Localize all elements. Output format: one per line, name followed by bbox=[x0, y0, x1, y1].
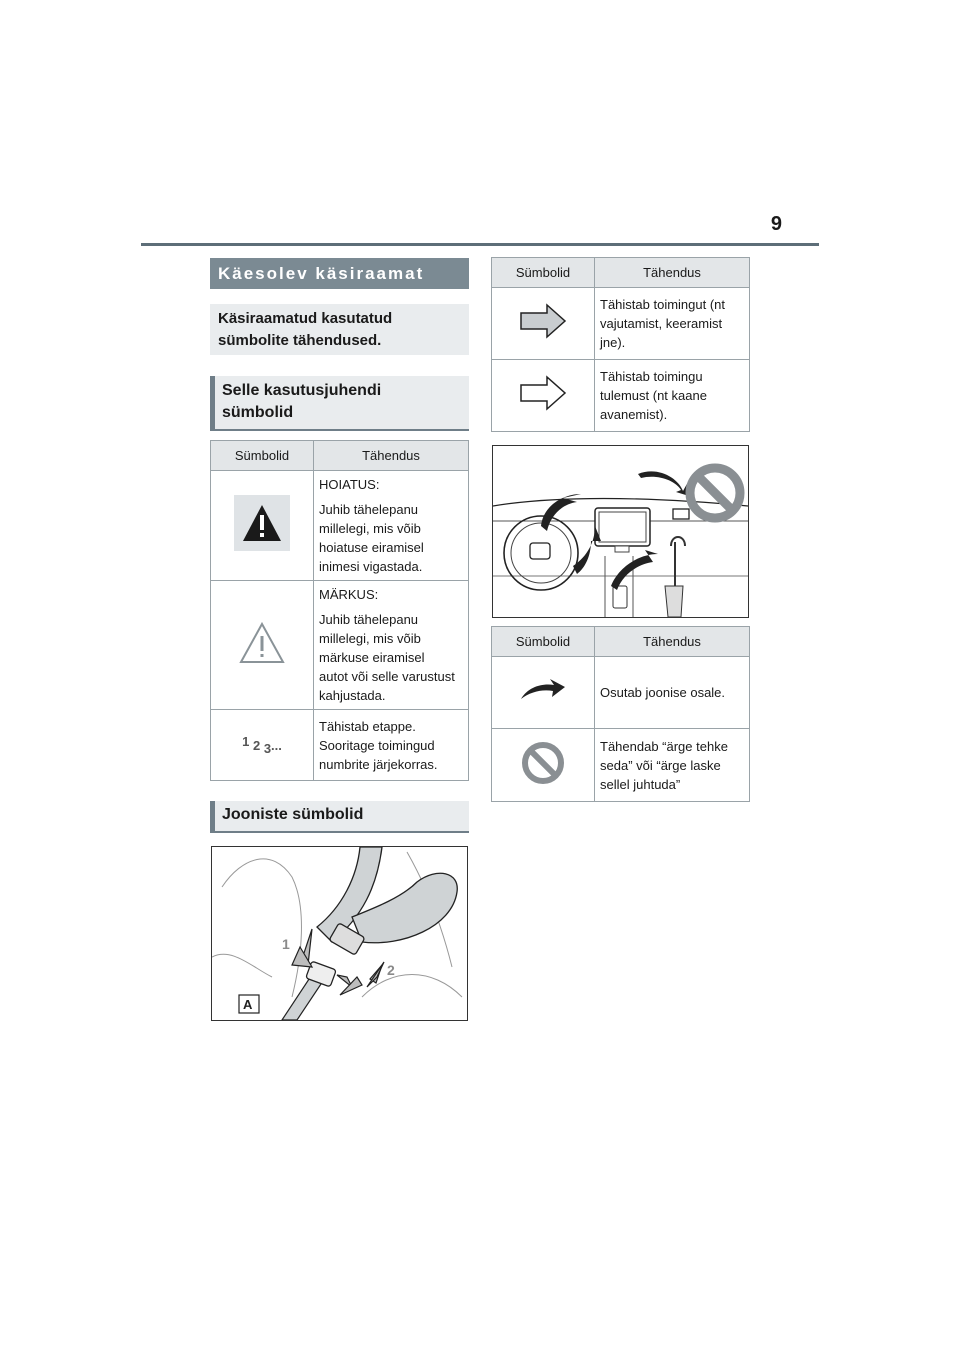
section-heading-line2: sümbolid bbox=[222, 404, 294, 421]
notice-description bbox=[319, 610, 463, 705]
seatbelt-illustration bbox=[211, 846, 468, 1021]
warning-title: HOIATUS: bbox=[319, 477, 380, 492]
table-row bbox=[492, 288, 750, 360]
text-line: numbrite järjekorras. bbox=[319, 756, 438, 772]
manual-symbols-table bbox=[210, 440, 469, 781]
text-line: millelegi, mis võib bbox=[319, 521, 421, 536]
step-label-2: 2 bbox=[387, 962, 395, 978]
action-description bbox=[600, 295, 744, 352]
notice-outline-icon bbox=[237, 620, 287, 666]
warning-description bbox=[319, 500, 463, 576]
col-symbol-header: Sümbolid bbox=[492, 627, 595, 657]
result-arrow-icon bbox=[519, 375, 567, 411]
notice-title: MÄRKUS: bbox=[319, 587, 379, 602]
col-meaning-header: Tähendus bbox=[595, 627, 750, 657]
prohibited-icon bbox=[520, 740, 566, 786]
steps-description bbox=[319, 717, 463, 774]
text-line: Tähistab etappe. bbox=[319, 718, 416, 734]
step-number: 1 bbox=[242, 733, 250, 749]
result-description bbox=[600, 367, 744, 424]
col-symbol-header: Sümbolid bbox=[211, 441, 314, 471]
section-heading-manual-symbols bbox=[210, 376, 469, 431]
pointer-symbols-table bbox=[491, 626, 750, 802]
table-row bbox=[211, 710, 469, 781]
text-line: kahjustada. bbox=[319, 688, 386, 703]
text-line: Juhib tähelepanu bbox=[319, 502, 419, 517]
text-line: hoiatuse eiramisel bbox=[319, 540, 424, 555]
table-row bbox=[492, 657, 750, 729]
text-line: Tähistab toimingut (nt bbox=[600, 297, 726, 312]
text-line: Osutab joonise osale. bbox=[600, 685, 726, 700]
text-line: Tähistab toimingu bbox=[600, 369, 703, 384]
pointer-description bbox=[600, 683, 744, 702]
section-heading-line1: Selle kasutusjuhendi bbox=[222, 382, 382, 399]
page-number: 9 bbox=[770, 213, 782, 235]
step-number: 3 bbox=[263, 740, 272, 756]
step-label-1: 1 bbox=[282, 936, 290, 952]
seatbelt-drawing bbox=[212, 847, 467, 1020]
table-row bbox=[492, 360, 750, 432]
section-heading-drawing-symbols: Jooniste sümbolid bbox=[210, 801, 469, 833]
page-title: Käesolev käsiraamat bbox=[210, 258, 469, 289]
page-subtitle: Käsiraamatud kasutatud sümbolite tähendused. bbox=[210, 304, 469, 355]
action-symbols-table bbox=[491, 257, 750, 432]
text-line: millelegi, mis võib bbox=[319, 631, 421, 646]
text-line: Juhib tähelepanu bbox=[319, 612, 419, 627]
text-line: sellel juhtuda” bbox=[600, 776, 681, 792]
action-arrow-icon bbox=[519, 303, 567, 339]
text-line: avanemist). bbox=[600, 407, 668, 422]
steps-icon bbox=[242, 734, 282, 756]
dashboard-drawing bbox=[493, 446, 748, 617]
text-line: autot või selle varustust bbox=[319, 669, 455, 684]
table-row bbox=[211, 581, 469, 710]
top-rule bbox=[141, 243, 819, 246]
text-line: Tähendab “ärge tehke bbox=[600, 738, 728, 754]
text-line: vajutamist, keeramist bbox=[600, 316, 723, 331]
warning-filled-icon bbox=[234, 495, 290, 551]
text-line: jne). bbox=[600, 335, 626, 350]
text-line: tulemust (nt kaane bbox=[600, 388, 707, 403]
col-symbol-header: Sümbolid bbox=[492, 258, 595, 288]
step-ellipsis: ... bbox=[271, 737, 282, 753]
text-line: Sooritage toimingud bbox=[319, 737, 435, 753]
pointer-arrow-icon bbox=[518, 677, 568, 703]
table-row bbox=[492, 729, 750, 802]
dashboard-illustration bbox=[492, 445, 749, 618]
text-line: inimesi vigastada. bbox=[319, 559, 423, 574]
table-row bbox=[211, 471, 469, 581]
callout-label-a: A bbox=[243, 997, 253, 1012]
col-meaning-header: Tähendus bbox=[595, 258, 750, 288]
text-line: seda” või “ärge laske bbox=[600, 757, 721, 773]
text-line: märkuse eiramisel bbox=[319, 650, 425, 665]
prohibited-description bbox=[600, 737, 744, 794]
step-number: 2 bbox=[252, 737, 261, 753]
col-meaning-header: Tähendus bbox=[314, 441, 469, 471]
